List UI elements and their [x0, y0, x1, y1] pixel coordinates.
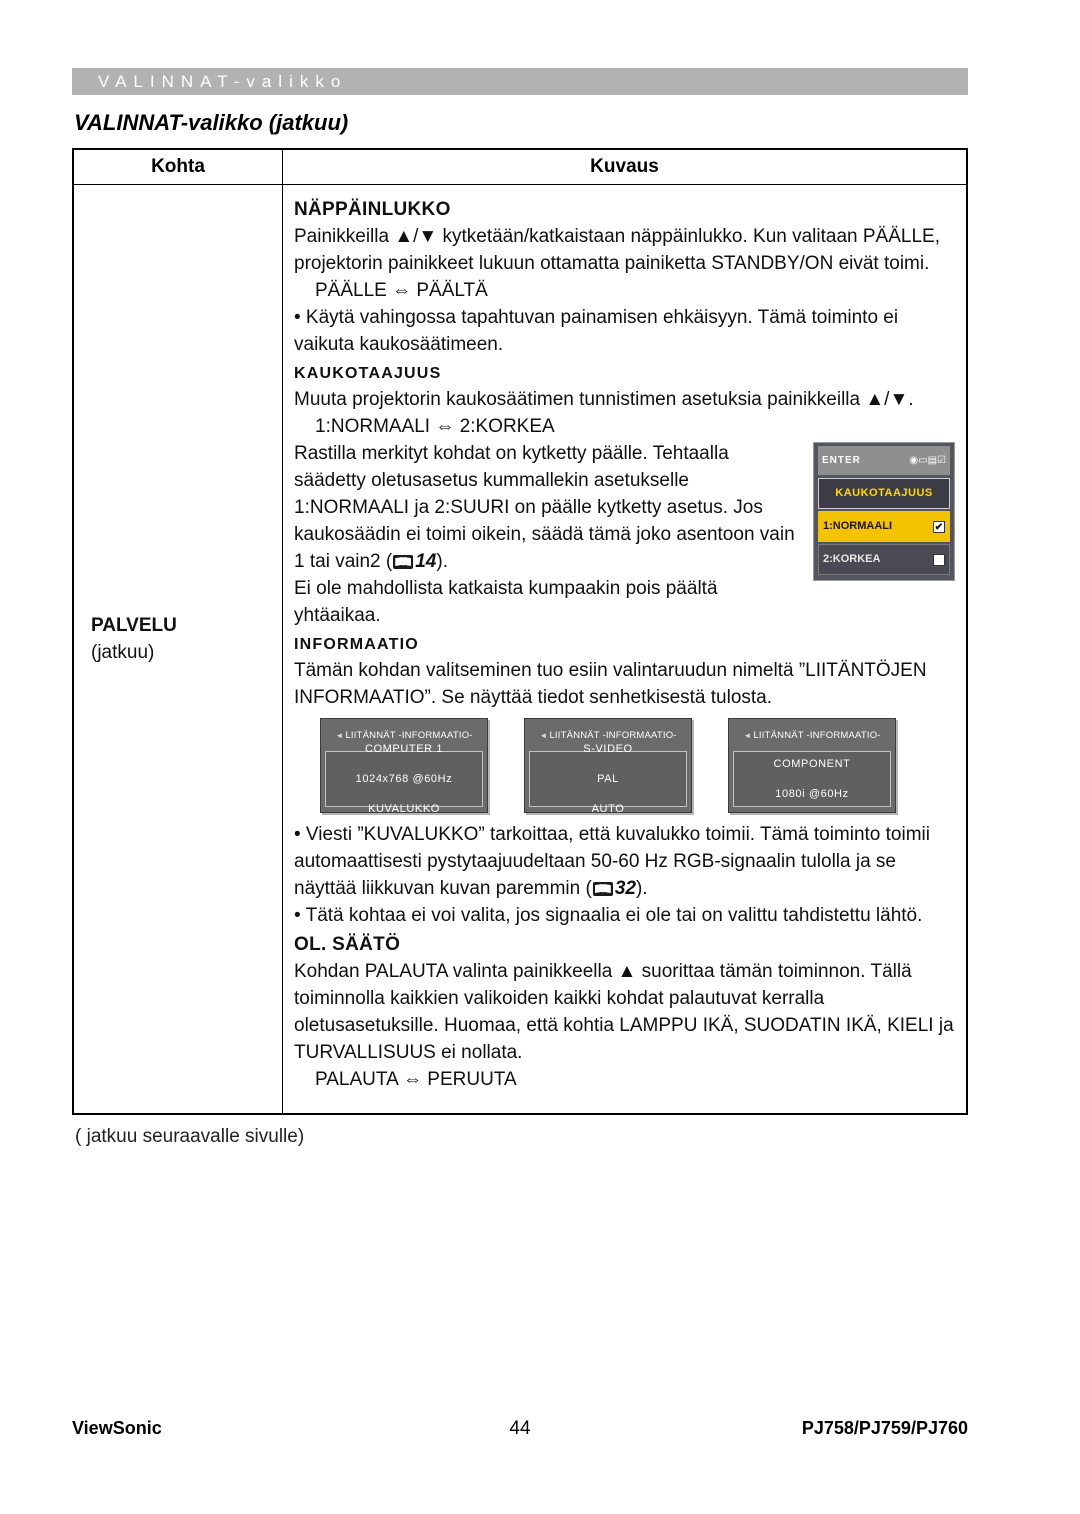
- detail-text: Rastilla merkityt kohdat on kytketty päälle. Tehtaalla säädetty oletusasetus kummallekin asetukselle 1:NORMAALI ja 2:SUURI on päälle kytketty asetus. Jos kaukosäädin ei toimi oikein, säädä tämä joko asentoon vain 1 tai vain2 (: [294, 443, 795, 572]
- osd-enter-label: ENTER: [822, 455, 861, 466]
- note-text-end: ).: [635, 878, 648, 899]
- kaukotaajuus-toggle: 1:NORMAALI ⇔ 2:KORKEA: [315, 416, 555, 437]
- brand-logo: ViewSonic: [72, 1418, 162, 1438]
- kaukotaajuus-paragraph: Muuta projektorin kaukosäätimen tunnistimen asetuksia painikkeilla ▲/▼.: [294, 389, 914, 410]
- page-title: VALINNAT-valikko (jatkuu): [74, 110, 349, 135]
- continue-note: ( jatkuu seuraavalle sivulle): [75, 1126, 305, 1147]
- info-box-component: [728, 718, 896, 813]
- ol-saato-paragraph: Kohdan PALAUTA valinta painikkeella ▲ suorittaa tämän toiminnon. Tällä toiminnolla kaikkien valikoiden kaikki kohdat palautuvat kerralla oletusasetuksille. Huomaa, että kohtia LAMPPU IKÄ, SUODATIN IKÄ, KIELI ja TURVALLISUUS ei nollata.: [294, 961, 954, 1063]
- osd-toolbar-icons: ◉▭▤☑: [909, 455, 946, 466]
- info-line: COMPUTER 1: [364, 742, 444, 755]
- page-reference: 14: [415, 551, 437, 572]
- item-cell: [74, 185, 283, 1113]
- info-line: AUTO: [591, 802, 625, 815]
- info-box-title-text: LIITÄNNÄT -INFORMAATIO-: [345, 730, 473, 741]
- osd-option-korkea: [818, 544, 950, 575]
- note-text: • Viesti ”KUVALUKKO” tarkoittaa, että kuvalukko toimii. Tämä toiminto toimii automaattisesti pystytaajuudeltaan 50-60 Hz RGB-signaalin tulolla ja se näyttää liikkuvan kuvan paremmin (: [294, 824, 930, 899]
- item-subtitle: (jatkuu): [91, 642, 155, 663]
- info-line: 1024x768 @60Hz: [355, 772, 453, 785]
- kaukotaajuus-note: Ei ole mahdollista katkaista kumpaakin pois päältä yhtäaikaa.: [294, 578, 718, 626]
- item-name: PALVELU: [91, 615, 177, 636]
- page-number: 44: [509, 1418, 531, 1439]
- info-box-title: [733, 722, 891, 749]
- column-header-kohta: Kohta: [74, 150, 283, 184]
- info-box-title-text: LIITÄNNÄT -INFORMAATIO-: [549, 730, 677, 741]
- info-box-body: [733, 751, 891, 807]
- nappainlukko-paragraph: Painikkeilla ▲/▼ kytketään/katkaistaan näppäinlukko. Kun valitaan PÄÄLLE, projektorin painikkeet lukuun ottamatta painiketta STANDBY/ON eivät toimi.: [294, 226, 940, 274]
- info-line: PAL: [597, 772, 619, 785]
- book-reference-icon: [393, 555, 413, 569]
- page-reference: 32: [614, 878, 636, 899]
- options-table: [72, 148, 968, 1115]
- table-body-row: [74, 185, 966, 1113]
- osd-enter-bar: [818, 446, 950, 475]
- info-line: COMPONENT: [773, 757, 851, 770]
- left-arrow-icon: ◄: [743, 731, 752, 740]
- checkbox-checked-icon: ✔: [934, 521, 944, 533]
- nappainlukko-bullet: • Käytä vahingossa tapahtuvan painamisen ehkäisyyn. Tämä toiminto ei vaikuta kaukosäätimeen.: [294, 307, 899, 355]
- section-header-bar: [72, 68, 968, 95]
- info-screenshots-row: [320, 718, 957, 813]
- info-line: S-VIDEO: [583, 742, 633, 755]
- info-line: KUVALUKKO: [368, 802, 440, 815]
- osd-menu-title: KAUKOTAAJUUS: [818, 478, 950, 509]
- informaatio-bullet2: • Tätä kohtaa ei voi valita, jos signaalia ei ole tai on valittu tahdistettu lähtö.: [294, 905, 923, 926]
- model-numbers: PJ758/PJ759/PJ760: [801, 1418, 968, 1438]
- nappainlukko-toggle: PÄÄLLE ⇔ PÄÄLTÄ: [315, 280, 488, 301]
- heading-informaatio: INFORMAATIO: [294, 636, 419, 653]
- description-cell: [283, 185, 966, 1113]
- ol-saato-toggle: PALAUTA ⇔ PERUUTA: [315, 1069, 517, 1090]
- osd-option-label: 2:KORKEA: [823, 553, 881, 565]
- heading-ol-saato: OL. SÄÄTÖ: [294, 934, 401, 955]
- info-box-svideo: [524, 718, 692, 813]
- informaatio-paragraph: Tämän kohdan valitseminen tuo esiin valintaruudun nimeltä ”LIITÄNTÖJEN INFORMAATIO”. Se näyttää tiedot senhetkisestä tulosta.: [294, 660, 927, 708]
- info-box-body: [529, 742, 687, 815]
- kaukotaajuus-detail: [294, 440, 957, 629]
- item-label-block: [91, 615, 177, 664]
- left-arrow-icon: ◄: [539, 731, 548, 740]
- info-line: 1080i @60Hz: [775, 787, 849, 800]
- table-header-row: [74, 150, 966, 185]
- kuvalukko-note: [294, 821, 957, 902]
- heading-kaukotaajuus: KAUKOTAAJUUS: [294, 365, 442, 382]
- osd-option-normaali: [818, 511, 950, 542]
- column-header-kuvaus: Kuvaus: [590, 156, 659, 177]
- detail-text-end: ).: [436, 551, 448, 572]
- section-header-label: VALINNAT-valikko: [98, 72, 348, 91]
- left-arrow-icon: ◄: [335, 731, 344, 740]
- info-box-body: [325, 742, 483, 815]
- book-reference-icon: [593, 882, 613, 896]
- info-box-title-text: LIITÄNNÄT -INFORMAATIO-: [753, 730, 881, 741]
- checkbox-empty-icon: [933, 554, 945, 566]
- page-footer: [72, 1418, 968, 1444]
- osd-option-label: 1:NORMAALI: [823, 520, 893, 532]
- heading-nappainlukko: NÄPPÄINLUKKO: [294, 199, 451, 220]
- kaukotaajuus-menu-screenshot: [813, 442, 955, 581]
- info-box-computer: [320, 718, 488, 813]
